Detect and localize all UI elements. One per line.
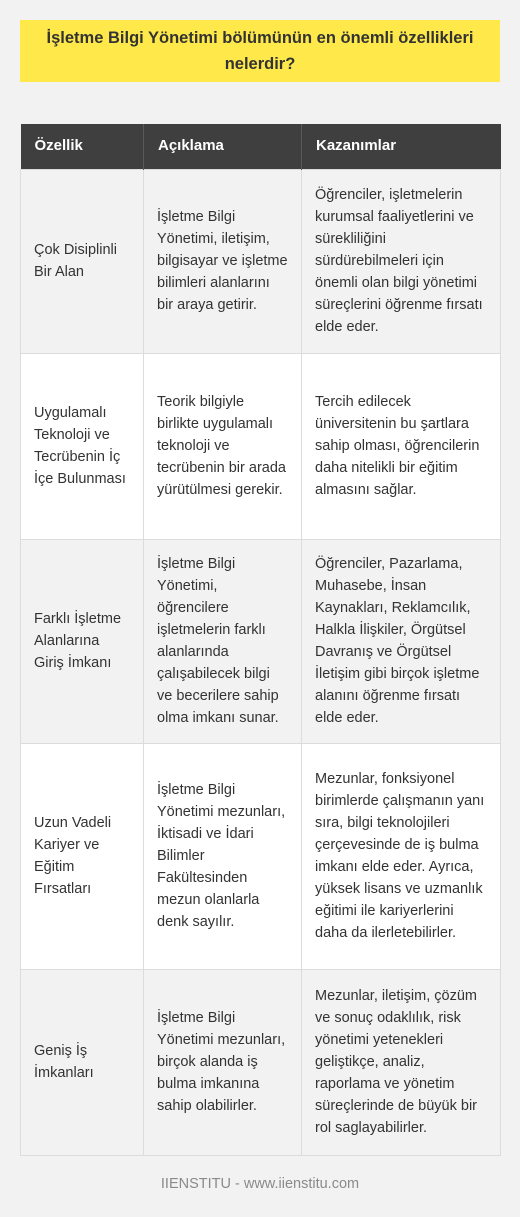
description-cell: İşletme Bilgi Yönetimi mezunları, birçok alanda iş bulma imkanına sahip olabilirler. — [144, 969, 302, 1155]
table-header-row — [21, 124, 501, 169]
column-header-feature: Özellik — [21, 124, 144, 169]
title-banner — [20, 20, 500, 82]
gains-cell: Tercih edilecek üniversitenin bu şartlara sahip olması, öğrencilerin daha nitelikli bir eğitim almasını sağlar. — [302, 353, 501, 539]
column-header-gains: Kazanımlar — [302, 124, 501, 169]
feature-cell: Geniş İş İmkanları — [21, 969, 144, 1155]
feature-cell: Uzun Vadeli Kariyer ve Eğitim Fırsatları — [21, 743, 144, 969]
page-title: İşletme Bilgi Yönetimi bölümünün en önemli özellikleri nelerdir? — [46, 29, 474, 73]
column-header-description: Açıklama — [144, 124, 302, 169]
feature-cell: Farklı İşletme Alanlarına Giriş İmkanı — [21, 539, 144, 743]
description-cell: Teorik bilgiyle birlikte uygulamalı teknoloji ve tecrübenin bir arada yürütülmesi gerekir. — [144, 353, 302, 539]
description-cell: İşletme Bilgi Yönetimi, öğrencilere işletmelerin farklı alanlarında çalışabilecek bilgi ve becerilere sahip olma imkanı sunar. — [144, 539, 302, 743]
table-row — [21, 169, 501, 353]
gains-cell: Mezunlar, iletişim, çözüm ve sonuç odaklılık, risk yönetimi yetenekleri geliştikçe, analiz, raporlama ve yönetim süreçlerinde de büyük bir rol saglayabilirler. — [302, 969, 501, 1155]
gains-cell: Mezunlar, fonksiyonel birimlerde çalışmanın yanı sıra, bilgi teknolojileri çerçevesinde de iş bulma imkanı elde eder. Ayrıca, yüksek lisans ve uzmanlık eğitimi ile kariyerlerini daha da ilerletebilirler. — [302, 743, 501, 969]
table-row — [21, 743, 501, 969]
table-row — [21, 969, 501, 1155]
features-table — [20, 124, 501, 1156]
feature-cell: Uygulamalı Teknoloji ve Tecrübenin İç İçe Bulunması — [21, 353, 144, 539]
feature-cell: Çok Disiplinli Bir Alan — [21, 169, 144, 353]
gains-cell: Öğrenciler, Pazarlama, Muhasebe, İnsan Kaynakları, Reklamcılık, Halkla İlişkiler, Örgütsel Davranış ve Örgütsel İletişim gibi birçok işletme alanını öğrenme fırsatı elde eder. — [302, 539, 501, 743]
footer-credit: IIENSTITU - www.iienstitu.com — [160, 1176, 360, 1192]
description-cell: İşletme Bilgi Yönetimi, iletişim, bilgisayar ve işletme bilimleri alanlarını bir araya getirir. — [144, 169, 302, 353]
table-row — [21, 353, 501, 539]
description-cell: İşletme Bilgi Yönetimi mezunları, İktisadi ve İdari Bilimler Fakültesinden mezun olanlarla denk sayılır. — [144, 743, 302, 969]
table-row — [21, 539, 501, 743]
gains-cell: Öğrenciler, işletmelerin kurumsal faaliyetlerini ve sürekliliğini sürdürebilmeleri için önemli olan bilgi yönetimi süreçlerini öğrenme fırsatı elde eder. — [302, 169, 501, 353]
